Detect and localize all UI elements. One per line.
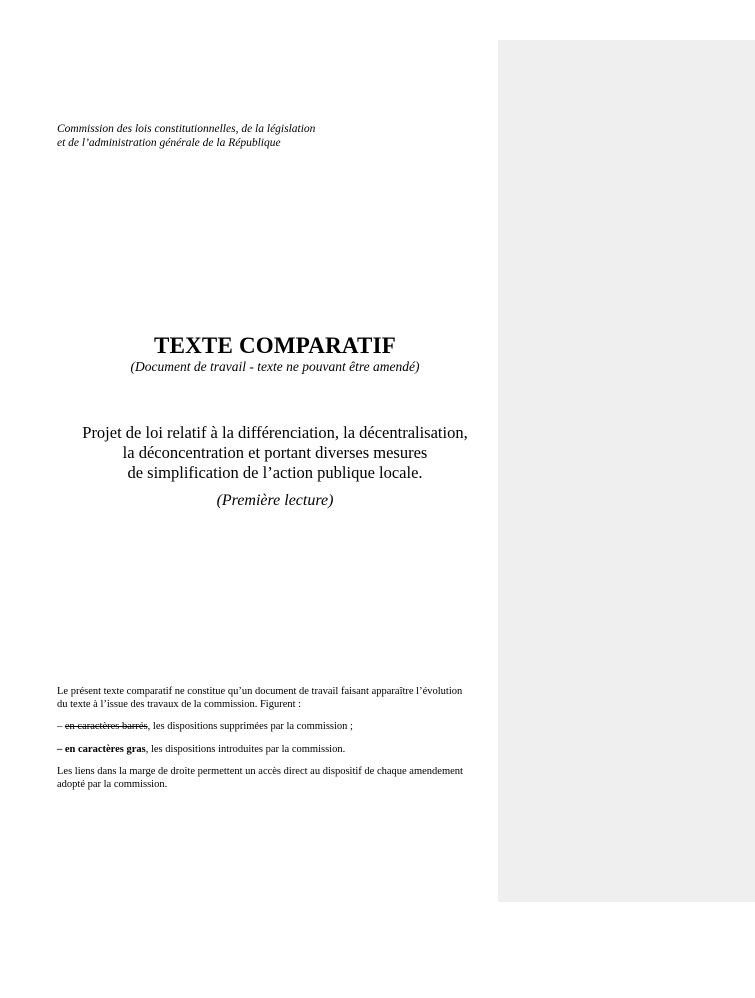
bill-title xyxy=(30,423,520,483)
commission-line-2: et de l’administration générale de la République xyxy=(57,137,281,149)
notes-links-line-1: Les liens dans la marge de droite permettent un accès direct au dispositif de chaque amendement xyxy=(57,766,463,777)
commission-header xyxy=(57,122,477,150)
document-subtitle: (Document de travail - texte ne pouvant être amendé) xyxy=(130,359,420,374)
notes-deleted-legend xyxy=(57,721,497,734)
commission-line-1: Commission des lois constitutionnelles, de la législation xyxy=(57,123,316,135)
reading-stage: (Première lecture) xyxy=(216,492,334,509)
deleted-label: en caractères barrés xyxy=(64,721,148,732)
added-description: , les dispositions introduites par la commission. xyxy=(145,743,346,755)
title-block xyxy=(30,333,520,375)
document-title: TEXTE COMPARATIF xyxy=(154,333,396,358)
comment-margin-panel xyxy=(498,40,755,902)
bill-title-line-1: Projet de loi relatif à la différenciation, la décentralisation, xyxy=(82,423,468,442)
notes-intro xyxy=(57,686,497,711)
notes-links xyxy=(57,766,497,791)
bill-title-line-3: de simplification de l’action publique locale. xyxy=(127,463,423,482)
deleted-dash: – xyxy=(57,721,65,732)
deleted-description: , les dispositions supprimées par la commission ; xyxy=(147,721,353,732)
notes-links-line-2: adopté par la commission. xyxy=(57,778,168,790)
notes-intro-line-2: du texte à l’issue des travaux de la commission. Figurent : xyxy=(57,698,302,710)
notes-added-legend xyxy=(57,744,497,757)
added-label: – en caractères gras xyxy=(57,743,146,755)
notes-section xyxy=(57,686,497,801)
notes-intro-line-1: Le présent texte comparatif ne constitue qu’un document de travail faisant apparaître l’évolution xyxy=(57,686,463,697)
bill-title-line-2: la déconcentration et portant diverses mesures xyxy=(122,443,428,462)
